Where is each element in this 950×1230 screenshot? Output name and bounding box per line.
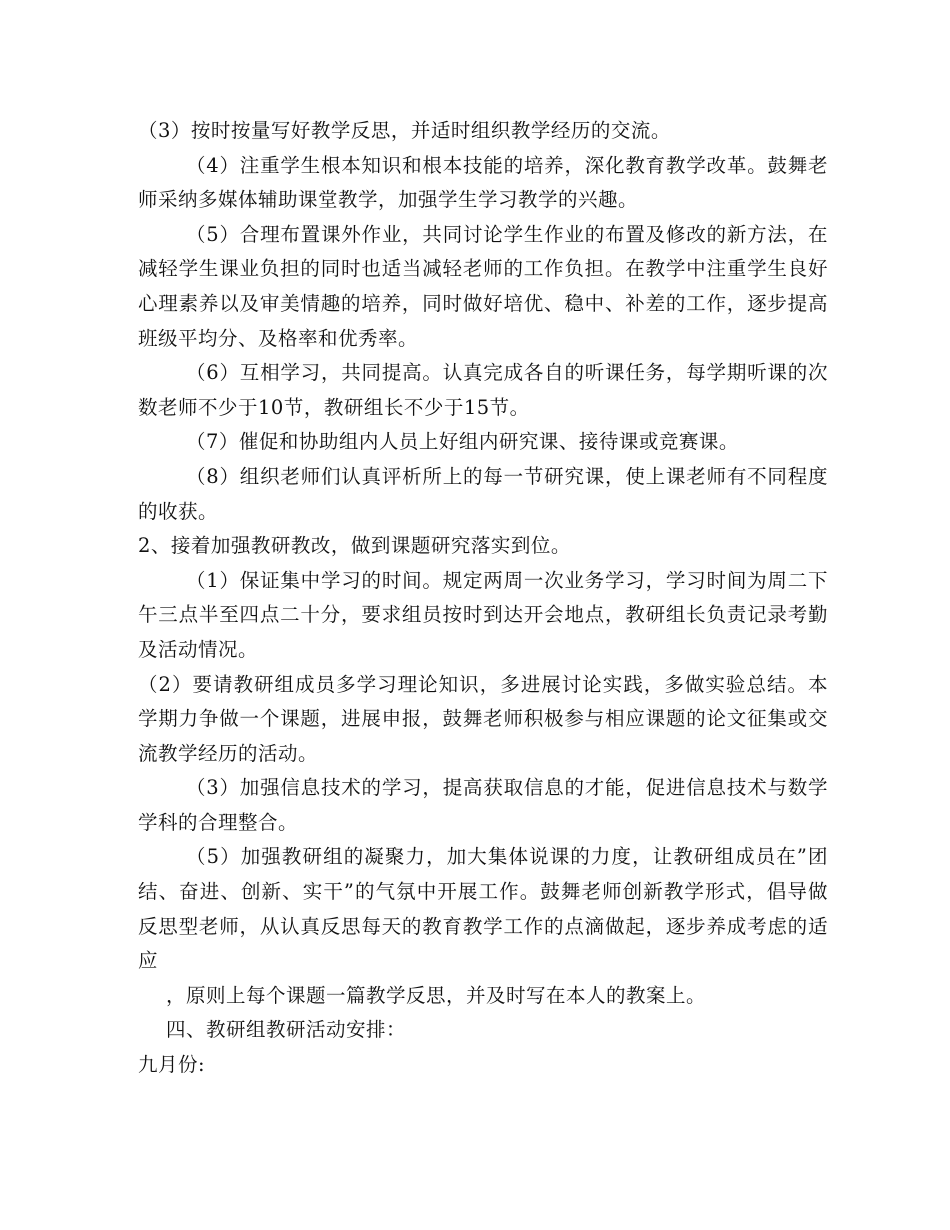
section-heading-research: 2、接着加强教研教改，做到课题研究落实到位。 (138, 534, 571, 558)
section-heading-activities: 四、教研组教研活动安排： (166, 1018, 407, 1042)
paragraph-evaluation: （8）组织老师们认真评析所上的每一节研究课，使上课老师有不同程度的收获。 (138, 464, 828, 523)
paragraph-basic-skills: （4）注重学生根本知识和根本技能的培养，深化教育教学改革。鼓舞老师采纳多媒体辅助课堂教学，加强学生学习教学的兴趣。 (138, 153, 828, 212)
paragraph-theory: （2）要请教研组成员多学习理论知识，多进展讨论实践，多做实验总结。本学期力争做一个课题，进展申报，鼓舞老师积极参与相应课题的论文征集或交流教学经历的活动。 (138, 672, 828, 765)
paragraph-reflection: （3）按时按量写好教学反思，并适时组织教学经历的交流。 (138, 119, 671, 142)
paragraph-study-time: （1）保证集中学习的时间。规定两周一次业务学习，学习时间为周二下午三点半至四点二十分，要求组员按时到达开会地点，教研组长负责记录考勤及活动情况。 (138, 568, 828, 661)
paragraph-research-class: （7）催促和协助组内人员上好组内研究课、接待课或竞赛课。 (186, 430, 739, 454)
paragraph-it-integration: （3）加强信息技术的学习，提高获取信息的才能，促进信息技术与数学学科的合理整合。 (138, 776, 828, 834)
month-heading-september: 九月份: (138, 1053, 206, 1077)
document-body (138, 114, 828, 1083)
paragraph-mutual-learning: （6）互相学习，共同提高。认真完成各自的听课任务，每学期听课的次数老师不少于10节，教研组长不少于15节。 (138, 361, 828, 419)
paragraph-reflection-rule: ，原则上每个课题一篇教学反思，并及时写在本人的教案上。 (166, 983, 707, 1007)
paragraph-cohesion: （5）加强教研组的凝聚力，加大集体说课的力度，让教研组成员在”团结、奋进、创新、实干”的气氛中开展工作。鼓舞老师创新教学形式，倡导做反思型老师，从认真反思每天的教育教学工作的点滴做起，逐步养成考虑的适应 (138, 845, 828, 973)
paragraph-homework: （5）合理布置课外作业，共同讨论学生作业的布置及修改的新方法，在减轻学生课业负担的同时也适当减轻老师的工作负担。在教学中注重学生良好心理素养以及审美情趣的培养，同时做好培优、稳中、补差的工作，逐步提高班级平均分、及格率和优秀率。 (138, 222, 828, 350)
